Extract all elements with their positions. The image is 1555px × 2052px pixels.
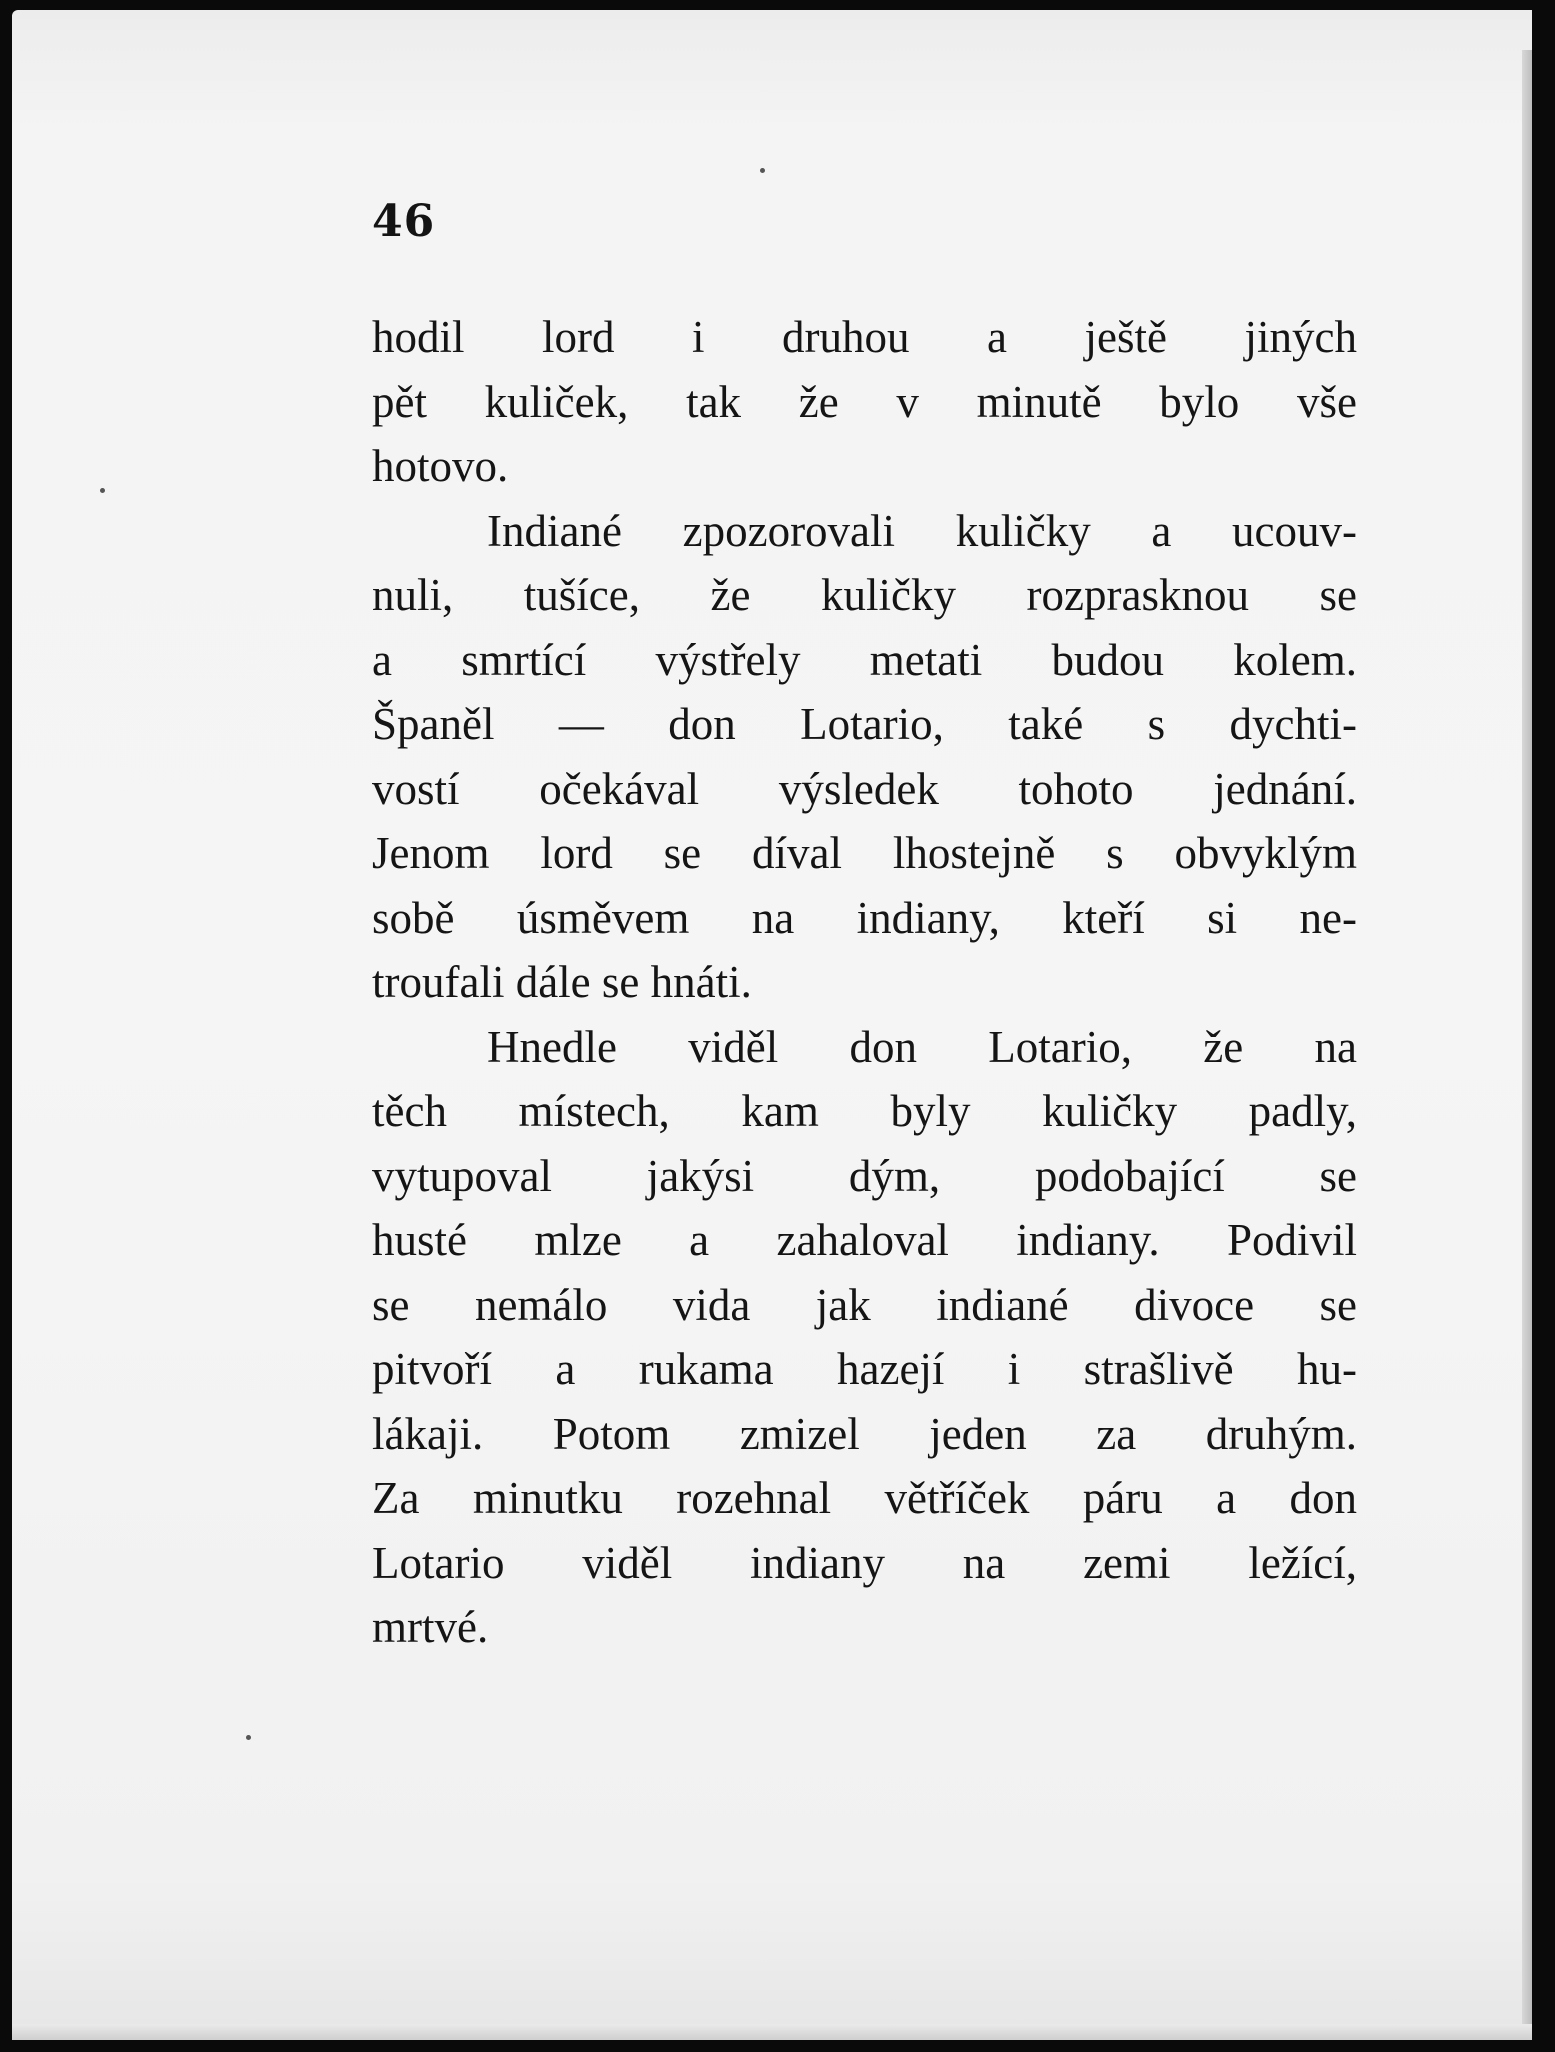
print-speck: [246, 1735, 251, 1740]
text-line: troufali dále se hnáti.: [372, 957, 752, 1007]
page-edge-bottom: [12, 2024, 1532, 2040]
body-text: [372, 305, 1357, 1660]
text-line: hodil lord i druhou a ještě jiných: [372, 312, 1357, 362]
text-line: lákaji. Potom zmizel jeden za druhým.: [372, 1408, 1357, 1459]
text-line: Jenom lord se díval lhostejně s obvyklým: [372, 828, 1357, 878]
text-line: a smrtící výstřely metati budou kolem.: [372, 634, 1357, 685]
text-line: vostí očekával výsledek tohoto jednání.: [372, 763, 1357, 814]
text-line: sobě úsměvem na indiany, kteří si ne-: [372, 892, 1357, 943]
text-line: Indiané zpozorovali kuličky a ucouv-: [487, 505, 1357, 556]
text-line: Za minutku rozehnal větříček páru a don: [372, 1473, 1357, 1523]
text-line: pět kuliček, tak že v minutě bylo vše: [372, 376, 1357, 427]
text-line: Španěl — don Lotario, také s dychti-: [372, 699, 1357, 749]
page-edge-right: [1522, 50, 1532, 2040]
text-line: husté mlze a zahaloval indiany. Podivil: [372, 1215, 1357, 1265]
page-number: 46: [372, 196, 436, 247]
text-line: hotovo.: [372, 441, 509, 491]
text-line: Lotario viděl indiany na zemi ležící,: [372, 1537, 1357, 1588]
text-line: mrtvé.: [372, 1602, 489, 1652]
print-speck: [760, 168, 765, 173]
text-line: Hnedle viděl don Lotario, že na: [487, 1021, 1357, 1072]
text-line: vytupoval jakýsi dým, podobající se: [372, 1150, 1357, 1201]
text-line: těch místech, kam byly kuličky padly,: [372, 1086, 1357, 1136]
print-speck: [100, 488, 105, 493]
text-line: se nemálo vida jak indiané divoce se: [372, 1279, 1357, 1330]
text-line: pitvoří a rukama hazejí i strašlivě hu-: [372, 1344, 1357, 1394]
text-line: nuli, tušíce, že kuličky rozprasknou se: [372, 570, 1357, 620]
